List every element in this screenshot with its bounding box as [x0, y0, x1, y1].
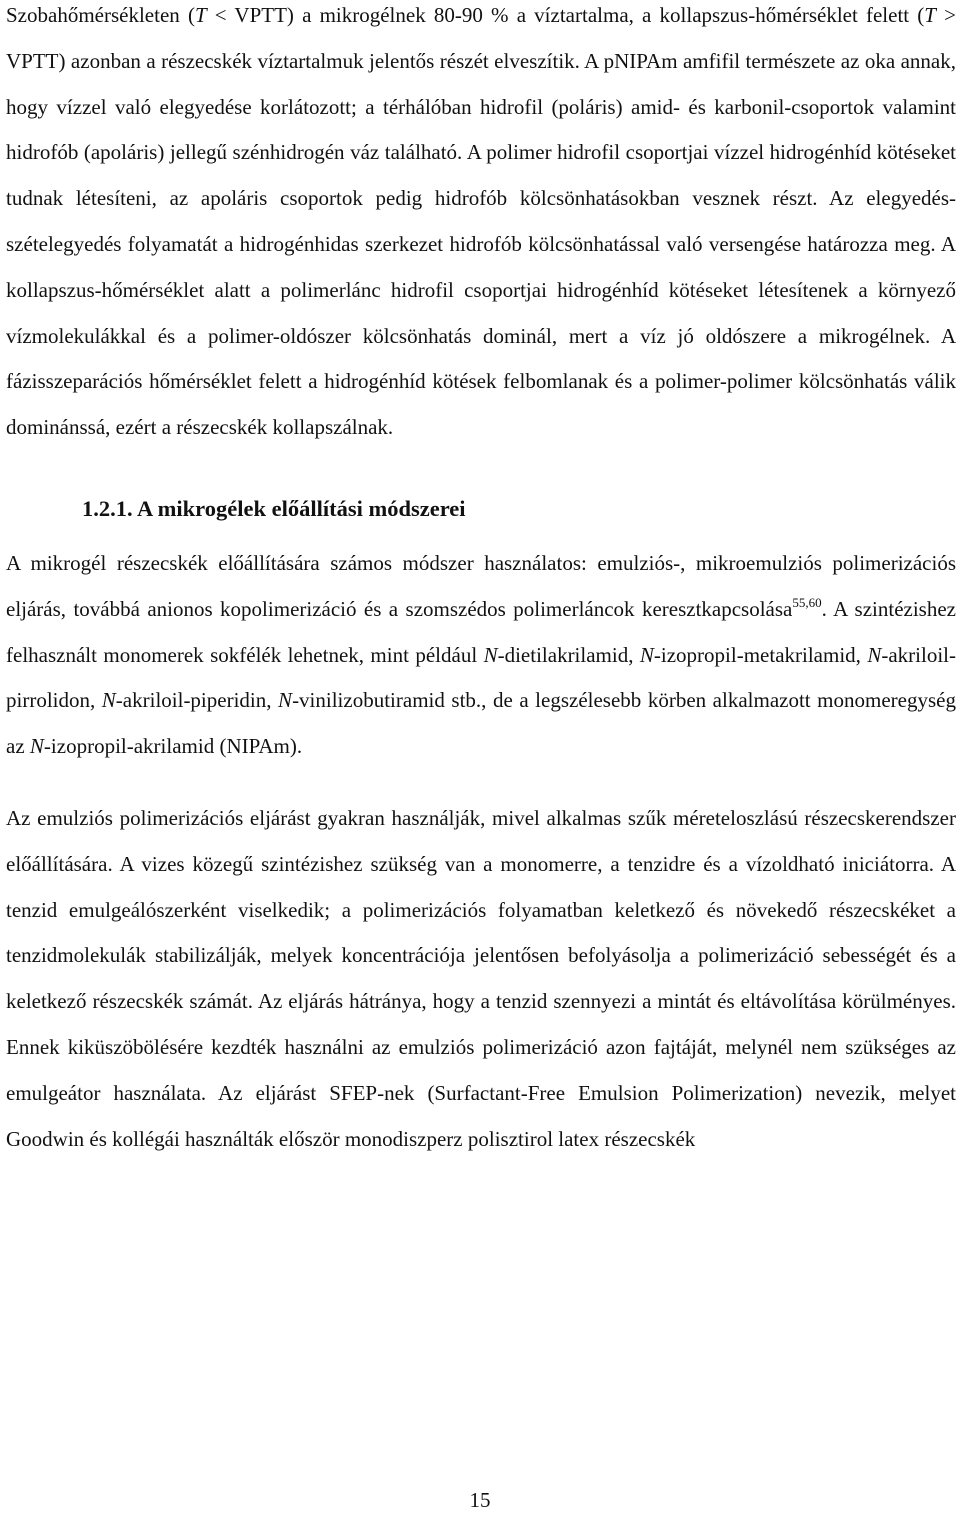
document-page: [6, 0, 956, 1162]
italic-symbol-t: T: [194, 3, 207, 27]
italic-prefix-n: N: [483, 642, 498, 667]
page-number: 15: [469, 1488, 491, 1512]
italic-prefix-n: N: [867, 642, 882, 667]
paragraph-lcst-behavior: [6, 0, 956, 451]
text-run: -vinilizobutiramid stb., de a legszélesebb körben alkalmazott monomeregység az: [6, 688, 956, 759]
text-run: -izopropil-metakrilamid,: [653, 642, 868, 667]
text-run: A mikrogél részecskék előállítására számos módszer használatos: emulziós-, mikroemulziós polimerizációs eljárás, továbbá anionos kopolimerizáció és a szomszédos polimerláncok keresztkapcsolása: [6, 550, 956, 621]
text-run: -akriloil-piperidin,: [115, 688, 279, 713]
text-run: . A szintézishez felhasznált monomerek sokfélék lehetnek, mint például: [6, 596, 956, 667]
italic-symbol-t: T: [924, 3, 936, 27]
citation-reference: 55,60: [792, 594, 822, 610]
paragraph-preparation-methods: [6, 541, 956, 770]
section-heading: 1.2.1. A mikrogélek előállítási módszerei: [82, 495, 466, 521]
italic-prefix-n: N: [101, 688, 116, 713]
paragraph-emulsion-polymerization: Az emulziós polimerizációs eljárást gyakran használják, mivel alkalmas szűk méreteloszlású részecskerendszer előállítására. A vizes közegű szintézishez szükség van a monomerre, a tenzidre és a vízoldható iniciátorra. A tenzid emulgeálószerként viselkedik; a polimerizációs folyamatban keletkező és növekedő részecskéket a tenzidmolekulák stabilizálják, melyek koncentrációja jelentősen befolyásolja a polimerizáció sebességét és a keletkező részecskék számát. Az eljárás hátránya, hogy a tenzid szennyezi a mintát és eltávolítása körülményes. Ennek kiküszöbölésére kezdték használni az emulziós polimerizáció azon fajtáját, melynél nem szükséges az emulgeátor használata. Az eljárást SFEP-nek (Surfactant-Free Emulsion Polimerization) nevezik, melyet Goodwin és kollégái használták először monodiszperz polisztirol latex részecskék: [6, 805, 956, 1151]
italic-prefix-n: N: [29, 734, 44, 759]
italic-prefix-n: N: [278, 688, 293, 713]
italic-prefix-n: N: [639, 642, 654, 667]
text-run: > VPTT) azonban a részecskék víztartalmuk jelentős részét elveszítik. A pNIPAm amfifil természete az oka annak, hogy vízzel való elegyedése korlátozott; a térhálóban hidrofil (poláris) amid- és karbonil-csoportok valamint hidrofób (apoláris) jellegű szénhidrogén váz található. A polimer hidrofil csoportjai vízzel hidrogénhíd kötéseket tudnak létesíteni, az apoláris csoportok pedig hidrofób kölcsönhatásokban vesznek részt. Az elegyedés-szételegyedés folyamatát a hidrogénhidas szerkezet hidrofób kölcsönhatással való versengése határozza meg. A kollapszus-hőmérséklet alatt a polimerlánc hidrofil csoportjai hidrogénhíd kötéseket létesítenek a környező vízmolekulákkal és a polimer-oldószer kölcsönhatás dominál, mert a víz jó oldószere a mikrogélnek. A fázisszeparációs hőmérséklet felett a hidrogénhíd kötések felbomlanak és a polimer-polimer kölcsönhatás válik dominánssá, ezért a részecskék kollapszálnak.: [6, 3, 956, 440]
text-run: -dietilakrilamid,: [497, 642, 640, 667]
text-run: -akriloil-pirrolidon,: [6, 642, 956, 713]
text-run: < VPTT) a mikrogélnek 80-90 % a víztartalma, a kollapszus-hőmérséklet felett (: [206, 3, 925, 27]
text-run: Szobahőmérsékleten (: [6, 3, 195, 27]
text-run: -izopropil-akrilamid (NIPAm).: [43, 734, 303, 759]
